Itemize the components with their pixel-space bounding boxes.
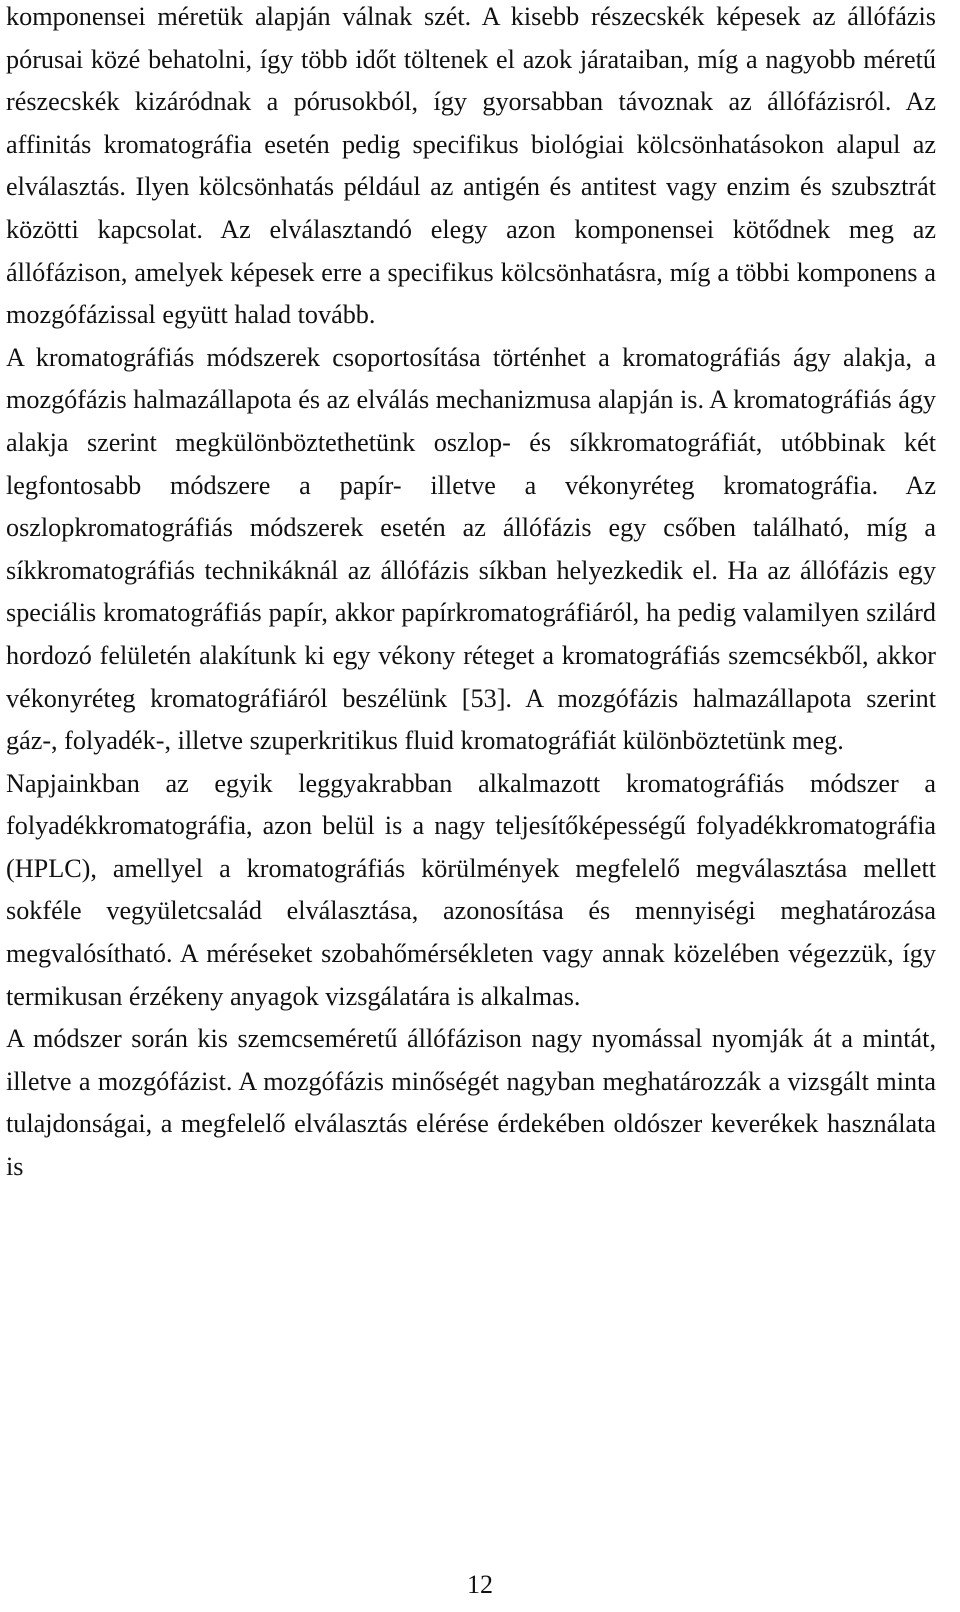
document-page	[6, 0, 936, 1189]
body-paragraph-3: Napjainkban az egyik leggyakrabban alkalmazott kromatográfiás módszer a folyadékkromatográfia, azon belül is a nagy teljesítőképességű folyadékkromatográfia (HPLC), amellyel a kromatográfiás körülmények megfelelő megválasztása mellett sokféle vegyületcsalád elválasztása, azonosítása és mennyiségi meghatározása megvalósítható. A méréseket szobahőmérsékleten vagy annak közelében végezzük, így termikusan érzékeny anyagok vizsgálatára is alkalmas.	[6, 768, 936, 1011]
body-paragraph-4: A módszer során kis szemcseméretű állófázison nagy nyomással nyomják át a mintát, illetve a mozgófázist. A mozgófázis minőségét nagyban meghatározzák a vizsgált minta tulajdonságai, a megfelelő elválasztás elérése érdekében oldószer keverékek használata is	[6, 1024, 936, 1182]
body-paragraph-1: komponensei méretük alapján válnak szét. A kisebb részecskék képesek az állófázis pórusai közé behatolni, így több időt töltenek el azok járataiban, míg a nagyobb méretű részecskék kizáródnak a pórusokból, így gyorsabban távoznak az állófázisról. Az affinitás kromatográfia esetén pedig specifikus biológiai kölcsönhatásokon alapul az elválasztás. Ilyen kölcsönhatás például az antigén és antitest vagy enzim és szubsztrát közötti kapcsolat. Az elválasztandó elegy azon komponensei kötődnek meg az állófázison, amelyek képesek erre a specifikus kölcsönhatásra, míg a többi komponens a mozgófázissal együtt halad tovább.	[6, 2, 936, 330]
body-paragraph-2: A kromatográfiás módszerek csoportosítása történhet a kromatográfiás ágy alakja, a mozgófázis halmazállapota és az elválás mechanizmusa alapján is. A kromatográfiás ágy alakja szerint megkülönböztethetünk oszlop- és síkkromatográfiát, utóbbinak két legfontosabb módszere a papír- illetve a vékonyréteg kromatográfia. Az oszlopkromatográfiás módszerek esetén az állófázis egy csőben található, míg a síkkromatográfiás technikáknál az állófázis síkban helyezkedik el. Ha az állófázis egy speciális kromatográfiás papír, akkor papírkromatográfiáról, ha pedig valamilyen szilárd hordozó felületén alakítunk ki egy vékony réteget a kromatográfiás szemcsékből, akkor vékonyréteg kromatográfiáról beszélünk [53]. A mozgófázis halmazállapota szerint gáz-, folyadék-, illetve szuperkritikus fluid kromatográfiát különböztetünk meg.	[6, 342, 937, 756]
page-number: 12	[467, 1570, 493, 1599]
